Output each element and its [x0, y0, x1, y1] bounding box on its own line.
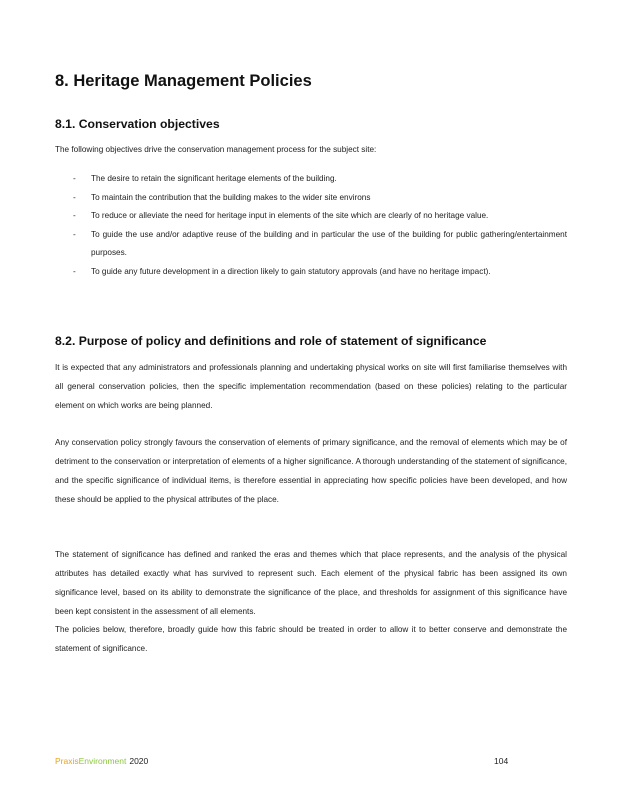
- paragraph: The policies below, therefore, broadly guide how this fabric should be treated in order to allow it to better conserve and demonstrate the statement of significance.: [55, 625, 567, 653]
- bullet-marker: -: [73, 229, 76, 239]
- bullet-marker: -: [73, 192, 76, 202]
- paragraph: The statement of significance has defined and ranked the eras and themes which that place represents, and the analysis of the physical attributes has detailed exactly what has survived to represent such. Each element of the physical fabric has been assigned its own significance level, based on its ability to demonstrate the significance of the place, and thresholds for assignment of this significance have been kept consistent in the assessment of all elements.: [55, 550, 567, 616]
- section-1-title: 8.1. Conservation objectives: [55, 117, 220, 131]
- page-number: 104: [494, 756, 509, 766]
- list-item: - To reduce or alleviate the need for heritage input in elements of the site which are clearly of no heritage value.: [55, 207, 567, 226]
- list-item: - To guide the use and/or adaptive reuse of the building and in particular the use of the building for public gathering/entertainment purposes.: [55, 226, 567, 263]
- footer-year: 2020: [129, 756, 149, 766]
- section-1-intro: The following objectives drive the conservation management process for the subject site:: [55, 145, 377, 154]
- brand-name-environment: Environment: [78, 756, 127, 766]
- paragraph: Any conservation policy strongly favours the conservation of elements of primary significance, and the removal of elements which may be of detriment to the conservation or interpretation of elements of a higher significance. A thorough understanding of the statement of significance, and the specific significance of individual items, is therefore essential in appreciating how specific policies have been developed, and how these should be applied to the physical attributes of the place.: [55, 438, 567, 504]
- bullet-marker: -: [73, 174, 76, 183]
- bullet-marker: -: [73, 211, 76, 220]
- list-item: - The desire to retain the significant heritage elements of the building.: [55, 170, 567, 189]
- brand-name-praxis: Praxis: [55, 756, 79, 766]
- page-heading: 8. Heritage Management Policies: [55, 72, 312, 90]
- bullet-marker: -: [73, 266, 76, 276]
- list-item: - To guide any future development in a direction likely to gain statutory approvals (and have no heritage impact).: [55, 263, 567, 282]
- list-item: - To maintain the contribution that the building makes to the wider site environs: [55, 189, 567, 208]
- section-2-title: 8.2. Purpose of policy and definitions and role of statement of significance: [55, 334, 487, 348]
- paragraph: It is expected that any administrators and professionals planning and undertaking physical works on site will first familiarise themselves with all general conservation policies, then the specific implementation recommendation (based on these policies) relating to the particular element on which works are being planned.: [55, 363, 567, 410]
- objectives-list: [55, 170, 567, 281]
- footer-brand: [55, 756, 148, 766]
